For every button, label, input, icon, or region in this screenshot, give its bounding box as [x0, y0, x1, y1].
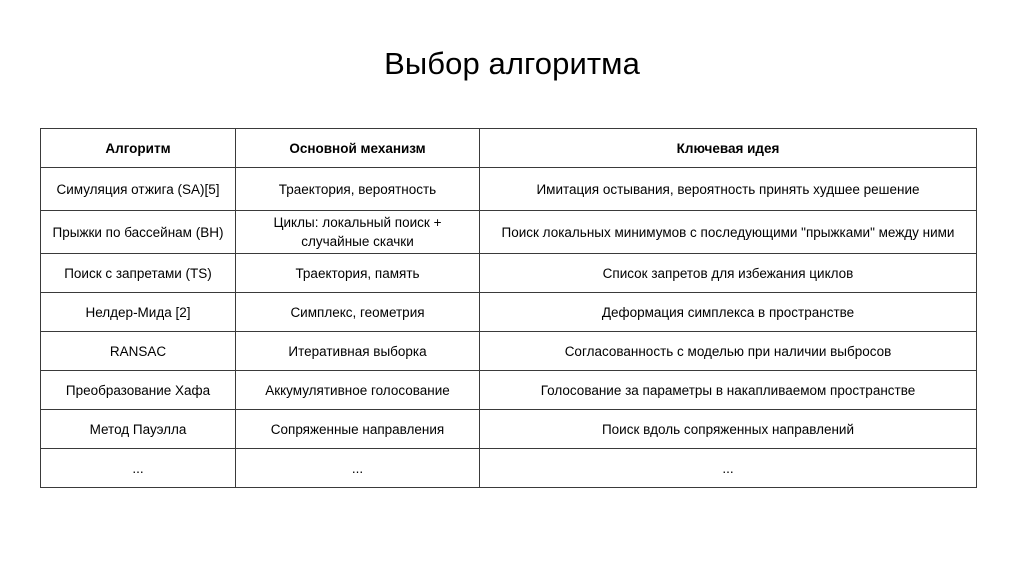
cell-key-idea: Голосование за параметры в накапливаемом пространстве	[480, 371, 977, 410]
cell-mechanism: ...	[236, 449, 480, 488]
cell-mechanism: Траектория, вероятность	[236, 168, 480, 211]
cell-algorithm: Прыжки по бассейнам (BH)	[41, 211, 236, 254]
cell-mechanism: Итеративная выборка	[236, 332, 480, 371]
cell-mechanism: Сопряженные направления	[236, 410, 480, 449]
cell-mechanism: Аккумулятивное голосование	[236, 371, 480, 410]
cell-key-idea: ...	[480, 449, 977, 488]
cell-mechanism: Симплекс, геометрия	[236, 293, 480, 332]
cell-algorithm: Нелдер-Мида [2]	[41, 293, 236, 332]
cell-algorithm: Поиск с запретами (TS)	[41, 254, 236, 293]
cell-algorithm: Симуляция отжига (SA)[5]	[41, 168, 236, 211]
table-row	[41, 168, 977, 211]
algorithm-table	[40, 128, 977, 488]
table-row	[41, 410, 977, 449]
cell-algorithm: Метод Пауэлла	[41, 410, 236, 449]
table-row	[41, 211, 977, 254]
table-row	[41, 332, 977, 371]
slide-title: Выбор алгоритма	[384, 46, 640, 81]
cell-algorithm: RANSAC	[41, 332, 236, 371]
table-row	[41, 371, 977, 410]
table-header-row	[41, 129, 977, 168]
cell-key-idea: Список запретов для избежания циклов	[480, 254, 977, 293]
cell-mechanism: Циклы: локальный поиск + случайные скачки	[236, 211, 480, 254]
cell-key-idea: Имитация остывания, вероятность принять худшее решение	[480, 168, 977, 211]
cell-algorithm: ...	[41, 449, 236, 488]
cell-key-idea: Поиск вдоль сопряженных направлений	[480, 410, 977, 449]
header-algorithm: Алгоритм	[41, 129, 236, 168]
table-row	[41, 254, 977, 293]
cell-algorithm: Преобразование Хафа	[41, 371, 236, 410]
cell-key-idea: Согласованность с моделью при наличии выбросов	[480, 332, 977, 371]
cell-key-idea: Деформация симплекса в пространстве	[480, 293, 977, 332]
header-mechanism: Основной механизм	[236, 129, 480, 168]
cell-key-idea: Поиск локальных минимумов с последующими "прыжками" между ними	[480, 211, 977, 254]
header-key-idea: Ключевая идея	[480, 129, 977, 168]
table-row	[41, 293, 977, 332]
cell-mechanism: Траектория, память	[236, 254, 480, 293]
table-row	[41, 449, 977, 488]
